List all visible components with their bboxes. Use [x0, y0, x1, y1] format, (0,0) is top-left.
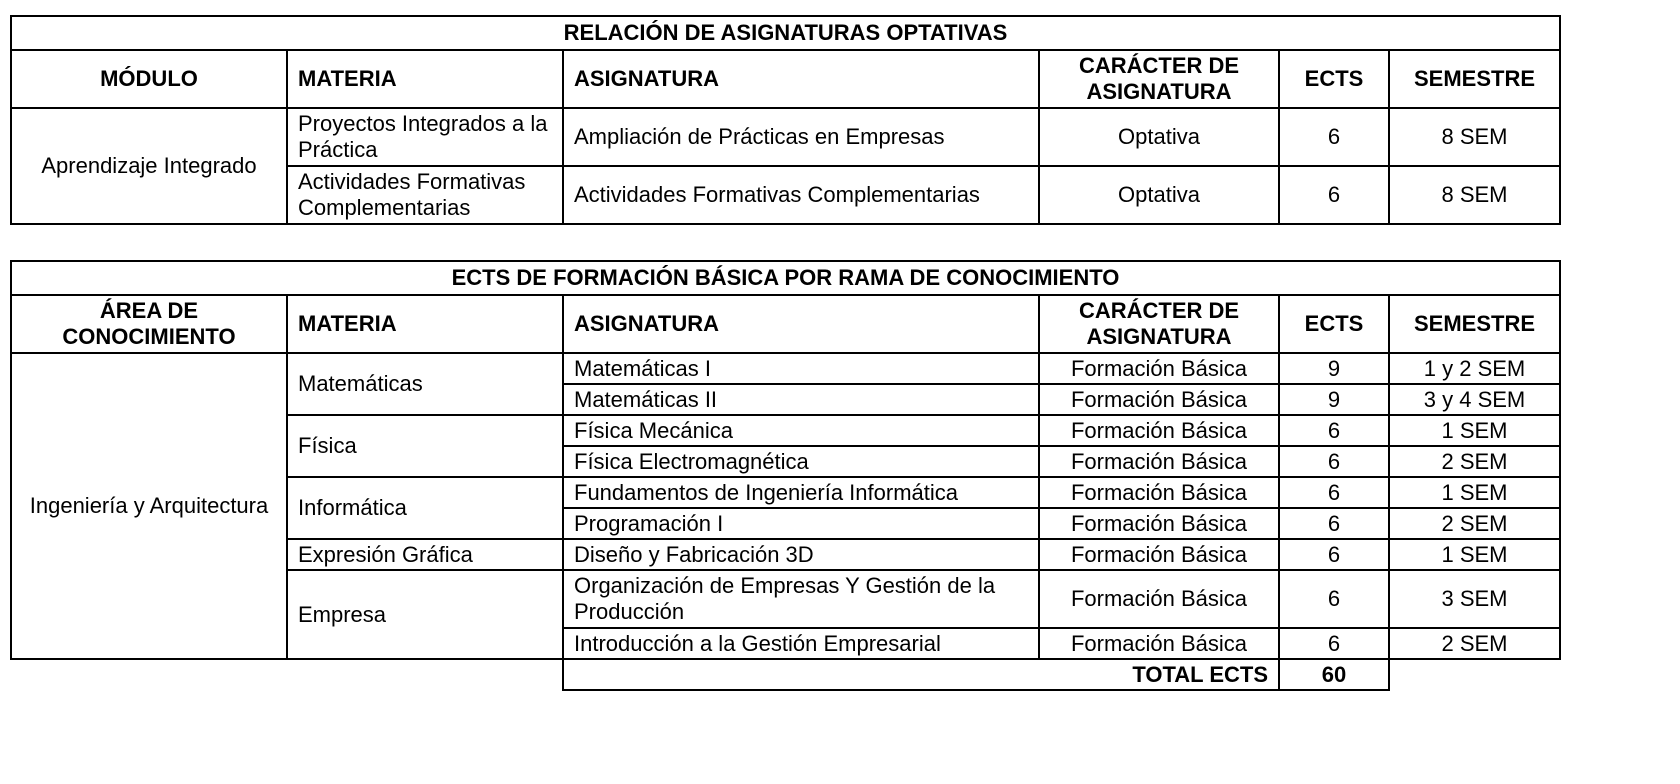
header-semestre: SEMESTRE: [1389, 295, 1560, 353]
header-caracter: CARÁCTER DE ASIGNATURA: [1039, 295, 1279, 353]
ects-cell: 6: [1279, 628, 1389, 659]
ects-cell: 6: [1279, 415, 1389, 446]
area-cell: Ingeniería y Arquitectura: [11, 353, 287, 659]
caracter-cell: Formación Básica: [1039, 628, 1279, 659]
asignatura-cell: Programación I: [563, 508, 1039, 539]
formacion-basica-table: [10, 260, 1561, 691]
caracter-cell: Formación Básica: [1039, 384, 1279, 415]
semestre-cell: 2 SEM: [1389, 446, 1560, 477]
caracter-cell: Formación Básica: [1039, 415, 1279, 446]
ects-cell: 6: [1279, 508, 1389, 539]
caracter-cell: Formación Básica: [1039, 446, 1279, 477]
materia-cell: Matemáticas: [287, 353, 563, 415]
total-spacer-right: [1389, 659, 1560, 690]
semestre-cell: 3 y 4 SEM: [1389, 384, 1560, 415]
header-materia: MATERIA: [287, 295, 563, 353]
header-caracter: CARÁCTER DE ASIGNATURA: [1039, 50, 1279, 108]
caracter-cell: Formación Básica: [1039, 539, 1279, 570]
ects-cell: 6: [1279, 570, 1389, 628]
materia-cell: Física: [287, 415, 563, 477]
ects-cell: 6: [1279, 166, 1389, 224]
optativas-table: [10, 15, 1561, 225]
asignatura-cell: Introducción a la Gestión Empresarial: [563, 628, 1039, 659]
caracter-cell: Formación Básica: [1039, 508, 1279, 539]
semestre-cell: 1 SEM: [1389, 415, 1560, 446]
header-area: ÁREA DE CONOCIMIENTO: [11, 295, 287, 353]
materia-cell: Informática: [287, 477, 563, 539]
caracter-cell: Formación Básica: [1039, 353, 1279, 384]
semestre-cell: 1 SEM: [1389, 477, 1560, 508]
semestre-cell: 2 SEM: [1389, 628, 1560, 659]
total-spacer: [11, 659, 563, 690]
total-row: [11, 659, 1560, 690]
caracter-cell: Formación Básica: [1039, 570, 1279, 628]
semestre-cell: 2 SEM: [1389, 508, 1560, 539]
ects-cell: 6: [1279, 446, 1389, 477]
header-ects: ECTS: [1279, 295, 1389, 353]
optativas-title: RELACIÓN DE ASIGNATURAS OPTATIVAS: [11, 16, 1560, 50]
caracter-cell: Formación Básica: [1039, 477, 1279, 508]
asignatura-cell: Fundamentos de Ingeniería Informática: [563, 477, 1039, 508]
asignatura-cell: Física Electromagnética: [563, 446, 1039, 477]
ects-cell: 9: [1279, 353, 1389, 384]
header-semestre: SEMESTRE: [1389, 50, 1560, 108]
materia-cell: Empresa: [287, 570, 563, 659]
modulo-cell: Aprendizaje Integrado: [11, 108, 287, 224]
caracter-cell: Optativa: [1039, 108, 1279, 166]
semestre-cell: 8 SEM: [1389, 166, 1560, 224]
materia-cell: Expresión Gráfica: [287, 539, 563, 570]
header-asignatura: ASIGNATURA: [563, 295, 1039, 353]
formacion-basica-title: ECTS DE FORMACIÓN BÁSICA POR RAMA DE CONOCIMIENTO: [11, 261, 1560, 295]
materia-cell: Proyectos Integrados a la Práctica: [287, 108, 563, 166]
ects-cell: 6: [1279, 477, 1389, 508]
header-ects: ECTS: [1279, 50, 1389, 108]
semestre-cell: 8 SEM: [1389, 108, 1560, 166]
ects-cell: 6: [1279, 108, 1389, 166]
asignatura-cell: Ampliación de Prácticas en Empresas: [563, 108, 1039, 166]
asignatura-cell: Actividades Formativas Complementarias: [563, 166, 1039, 224]
header-modulo: MÓDULO: [11, 50, 287, 108]
asignatura-cell: Diseño y Fabricación 3D: [563, 539, 1039, 570]
header-asignatura: ASIGNATURA: [563, 50, 1039, 108]
asignatura-cell: Física Mecánica: [563, 415, 1039, 446]
ects-cell: 9: [1279, 384, 1389, 415]
semestre-cell: 3 SEM: [1389, 570, 1560, 628]
ects-cell: 6: [1279, 539, 1389, 570]
caracter-cell: Optativa: [1039, 166, 1279, 224]
total-ects-label: TOTAL ECTS: [563, 659, 1279, 690]
total-ects-value: 60: [1279, 659, 1389, 690]
materia-cell: Actividades Formativas Complementarias: [287, 166, 563, 224]
asignatura-cell: Matemáticas I: [563, 353, 1039, 384]
table-row: [11, 353, 1560, 384]
semestre-cell: 1 SEM: [1389, 539, 1560, 570]
asignatura-cell: Organización de Empresas Y Gestión de la Producción: [563, 570, 1039, 628]
header-materia: MATERIA: [287, 50, 563, 108]
asignatura-cell: Matemáticas II: [563, 384, 1039, 415]
table-row: [11, 108, 1560, 166]
semestre-cell: 1 y 2 SEM: [1389, 353, 1560, 384]
